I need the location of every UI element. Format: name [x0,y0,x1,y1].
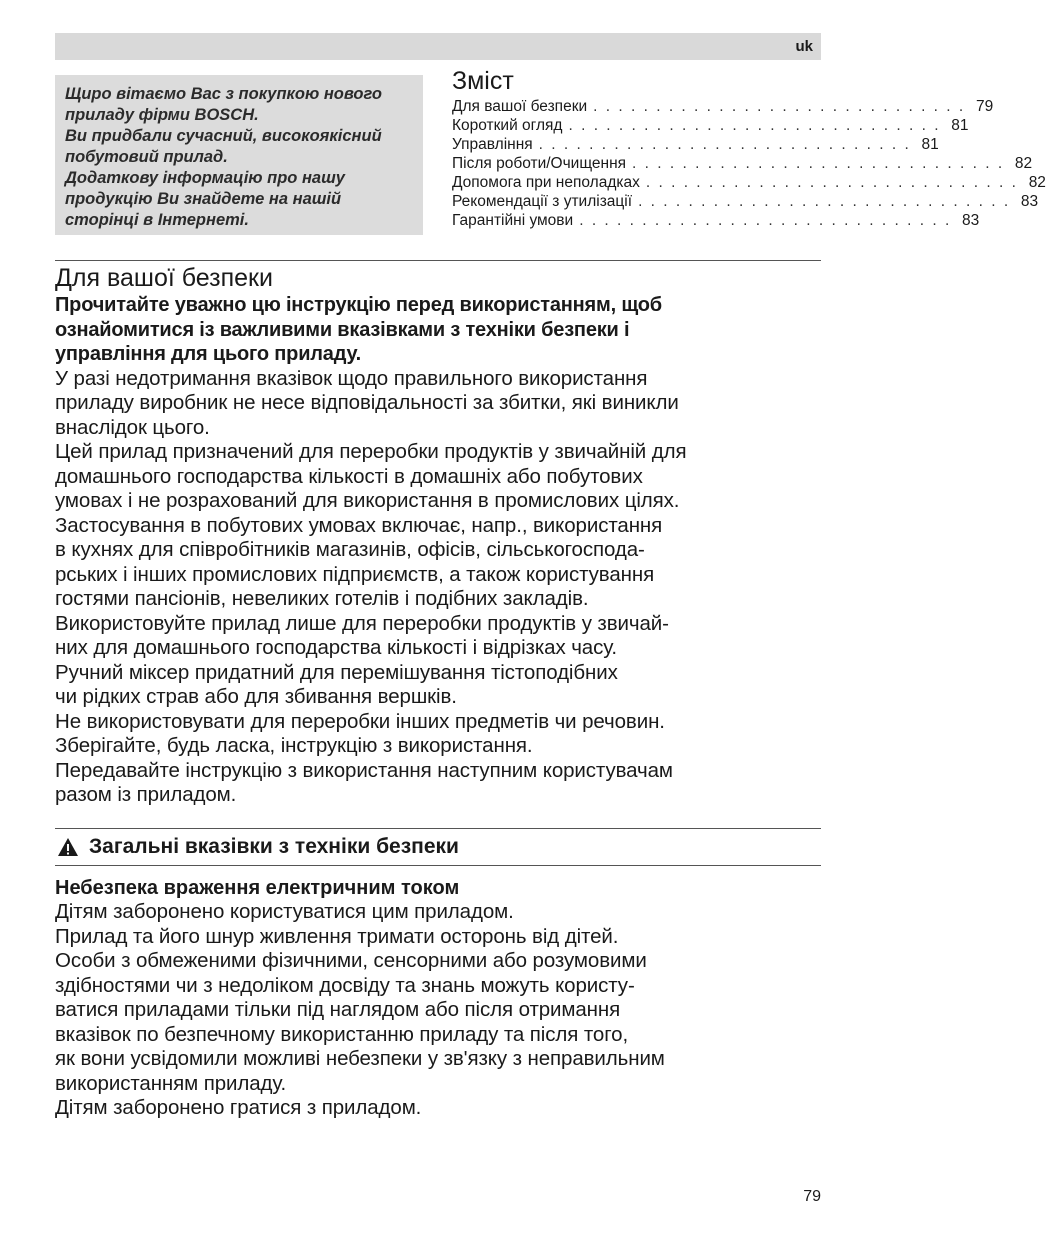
intro-line: Ви придбали сучасний, високоякісний [65,127,382,145]
toc-item-page: 81 [951,117,969,134]
body-line: здібностями чи з недоліком досвіду та знань можуть користу- [55,973,635,997]
body-line: Використовуйте прилад лише для переробки продуктів у звичай- [55,611,669,635]
toc-item[interactable] [452,173,1046,192]
divider [55,260,821,261]
body-line: ватися приладами тільки під наглядом або після отримання [55,998,621,1021]
body-line: них для домашнього господарства кількості і відрізках часу. [55,636,617,659]
toc-item-label: Короткий огляд [452,117,563,134]
intro-line: Щиро вітаємо Вас з покупкою нового [65,85,382,103]
body-line: Застосування в побутових умовах включає, напр., використання [55,513,663,537]
toc-item-label: Управління [452,136,533,153]
intro-line: сторінці в Інтернеті. [65,211,249,229]
toc-item-page: 83 [1020,193,1039,210]
intro-line: Додаткову інформацію про нашу [65,169,345,187]
table-of-contents [452,66,1046,230]
toc-leader-dots: . . . . . . . . . . . . . . . . . . . . . . . . . . . . . . [632,155,1005,172]
language-bar [55,33,821,60]
toc-item[interactable] [452,211,980,230]
divider [55,865,821,866]
body-line: Не використовувати для переробки інших предметів чи речовин. [55,709,665,733]
intro-line: продукцію Ви знайдете на нашій [65,190,342,208]
toc-leader-dots: . . . . . . . . . . . . . . . . . . . . . . . . . . . . . . [638,193,1011,210]
body-line: Цей прилад призначений для переробки продуктів у звичайній для [55,440,687,463]
toc-leader-dots: . . . . . . . . . . . . . . . . . . . . . . . . . . . . . . [568,117,941,134]
page-number: 79 [803,1188,821,1205]
toc-item-label: Після роботи/Очищення [452,155,627,172]
toc-item-page: 82 [1014,155,1033,172]
body-line: гостями пансіонів, невеликих готелів і подібних закладів. [55,587,589,610]
body-line: Ручний міксер придатний для перемішування тістоподібних [55,660,618,684]
toc-item-page: 83 [962,212,980,229]
body-line: використанням приладу. [55,1071,287,1095]
toc-title: Зміст [452,67,514,95]
toc-item[interactable] [452,97,994,116]
toc-item-page: 82 [1028,174,1046,191]
general-safety-section [55,829,821,1121]
toc-leader-dots: . . . . . . . . . . . . . . . . . . . . . . . . . . . . . . [645,174,1018,191]
intro-line: приладу фірми BOSCH. [65,106,259,124]
body-line: домашнього господарства кількості в домашніх або побутових [55,464,643,488]
section-title: Для вашої безпеки [55,264,273,292]
body-line: як вони усвідомили можливі небезпеки у зв'язку з неправильним [55,1047,665,1070]
body-line: Прилад та його шнур живлення тримати осторонь від дітей. [55,924,619,948]
toc-item-label: Допомога при неполадках [452,174,640,191]
toc-item[interactable] [452,135,939,154]
body-line: в кухнях для співробітників магазинів, офісів, сільськогоспода- [55,538,645,561]
toc-item-label: Для вашої безпеки [452,98,588,115]
body-line: чи рідких страв або для збивання вершків. [55,685,457,708]
toc-item-page: 79 [975,98,994,115]
language-code: uk [795,38,813,55]
toc-item-label: Гарантійні умови [452,212,574,229]
body-line: Передавайте інструкцію з використання наступним користувачам [55,758,673,782]
body-line: Зберігайте, будь ласка, інструкцію з використання. [55,734,533,757]
lead-line: Прочитайте уважно цю інструкцію перед використанням, щоб [55,294,662,316]
body-line: рських і інших промислових підприємств, а також користування [55,562,655,586]
body-line: Дітям заборонено гратися з приладом. [55,1096,422,1119]
general-safety-title: Загальні вказівки з техніки безпеки [89,835,459,858]
body-line: разом із приладом. [55,783,237,806]
hazard-subtitle: Небезпека враження електричним током [55,877,460,899]
toc-leader-dots: . . . . . . . . . . . . . . . . . . . . . . . . . . . . . . [538,136,911,153]
body-line: У разі недотримання вказівок щодо правильного використання [55,366,648,390]
body-line: умовах і не розрахований для використання в промислових цілях. [55,489,680,512]
toc-leader-dots: . . . . . . . . . . . . . . . . . . . . . . . . . . . . . . [593,98,966,115]
warning-triangle-icon [57,837,79,857]
toc-item-label: Рекомендації з утилізації [452,193,633,210]
body-line: Особи з обмеженими фізичними, сенсорними або розумовими [55,949,647,972]
toc-leader-dots: . . . . . . . . . . . . . . . . . . . . . . . . . . . . . . [579,212,952,229]
general-safety-heading [55,829,821,865]
intro-line: побутовий прилад. [65,148,228,166]
toc-item-page: 81 [921,136,939,153]
lead-line: ознайомитися із важливими вказівками з техніки безпеки і [55,318,630,341]
safety-section [55,263,821,808]
toc-item[interactable] [452,116,969,135]
body-line: вказівок по безпечному використанню приладу та після того, [55,1022,629,1046]
toc-item[interactable] [452,192,1039,211]
body-line: внаслідок цього. [55,415,210,439]
lead-line: управління для цього приладу. [55,343,361,365]
body-line: приладу виробник не несе відповідальності за збитки, які виникли [55,391,679,414]
body-line: Дітям заборонено користуватися цим приладом. [55,900,514,923]
intro-box [55,75,423,235]
toc-item[interactable] [452,154,1033,173]
